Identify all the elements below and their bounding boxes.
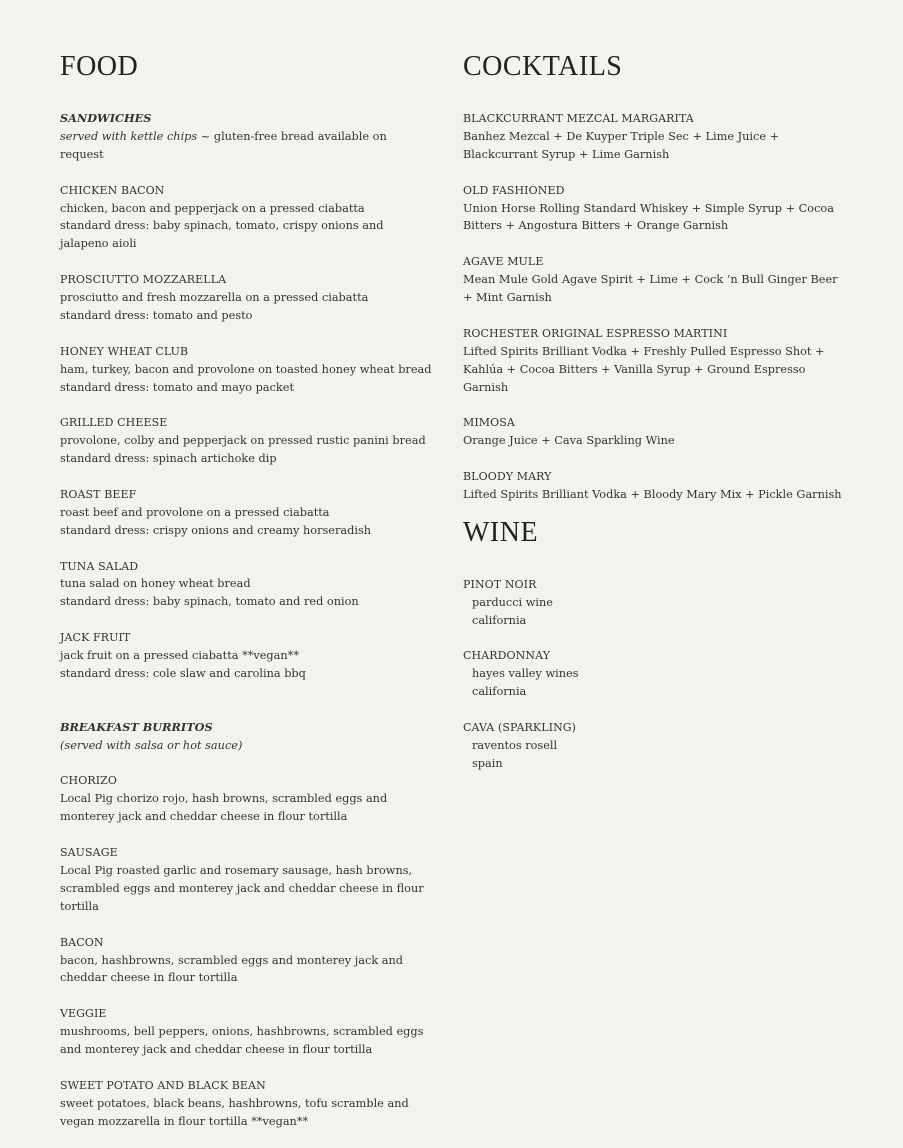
spacer [60,84,432,110]
menu-item-old-fashioned [463,182,843,236]
item-desc: Lifted Spirits Brilliant Vodka + Bloody Mary Mix + Pickle Garnish [463,487,842,501]
item-desc: tuna salad on honey wheat bread [60,577,251,591]
item-name: SWEET POTATO AND BLACK BEAN [60,1078,266,1092]
sandwiches-note-italic: served with kettle chips [60,129,198,143]
item-name: PROSCIUTTO MOZZARELLA [60,273,227,287]
item-name: JACK FRUIT [60,631,131,645]
item-desc: Local Pig roasted garlic and rosemary sausage, hash browns, scrambled eggs and monterey jack and cheddar cheese in flour tortilla [60,864,424,913]
food-column [60,50,432,1148]
menu-item-jack-fruit [60,629,432,683]
menu-item-chicken-bacon [60,182,432,254]
item-name: MIMOSA [463,416,515,430]
item-dress: standard dress: spinach artichoke dip [60,452,277,466]
item-name: VEGGIE [60,1007,107,1021]
item-desc: ham, turkey, bacon and provolone on toasted honey wheat bread [60,362,432,376]
item-dress: standard dress: tomato and mayo packet [60,380,294,394]
item-name: BACON [60,935,104,949]
item-desc: Banhez Mezcal + De Kuyper Triple Sec + Lime Juice + Blackcurrant Syrup + Lime Garnish [463,129,780,161]
item-desc: provolone, colby and pepperjack on pressed rustic panini bread [60,434,426,448]
menu-item-espresso-martini [463,325,843,397]
item-desc: chicken, bacon and pepperjack on a pressed ciabatta [60,201,365,215]
menu-item-tuna-salad [60,558,432,612]
spacer [463,550,843,576]
item-desc: jack fruit on a pressed ciabatta **vegan** [60,649,299,663]
item-dress: standard dress: baby spinach, tomato and red onion [60,595,359,609]
item-name: TUNA SALAD [60,559,139,573]
item-desc: Union Horse Rolling Standard Whiskey + Simple Syrup + Cocoa Bitters + Angostura Bitters + Orange Garnish [463,201,834,233]
menu-item-chorizo [60,772,432,826]
drinks-column [463,50,843,791]
item-name: OLD FASHIONED [463,183,565,197]
item-desc: Local Pig chorizo rojo, hash browns, scrambled eggs and monterey jack and cheddar cheese in flour tortilla [60,792,388,824]
item-name: ROAST BEEF [60,487,137,501]
menu-item-chardonnay [463,647,843,701]
item-name: CHORIZO [60,774,118,788]
item-producer: hayes valley wines [472,667,579,681]
item-producer: parducci wine [472,595,553,609]
menu-item-blackcurrant-mezcal-margarita [463,110,843,164]
item-desc: Lifted Spirits Brilliant Vodka + Freshly Pulled Espresso Shot + Kahlúa + Cocoa Bitters + Vanilla Syrup + Ground Espresso Garnish [463,344,825,394]
menu-item-cava [463,719,843,773]
item-name: HONEY WHEAT CLUB [60,344,189,358]
item-dress: standard dress: cole slaw and carolina bbq [60,666,306,680]
burritos-note: (served with salsa or hot sauce) [60,738,243,752]
menu-item-agave-mule [463,253,843,307]
item-name: CAVA (SPARKLING) [463,721,577,735]
spacer [60,701,432,719]
menu-item-sausage [60,844,432,916]
menu-item-grilled-cheese [60,414,432,468]
item-region: california [472,685,527,699]
item-desc: bacon, hashbrowns, scrambled eggs and monterey jack and cheddar cheese in flour tortilla [60,953,404,985]
sandwiches-note [60,128,432,164]
sandwiches-note-rest: ~ gluten-free bread available on request [60,129,387,161]
item-desc: roast beef and provolone on a pressed ciabatta [60,505,330,519]
menu-item-honey-wheat-club [60,343,432,397]
item-desc: sweet potatoes, black beans, hashbrowns, tofu scramble and vegan mozzarella in flour tortilla **vegan** [60,1096,409,1128]
item-dress: standard dress: crispy onions and creamy horseradish [60,523,372,537]
item-name: PINOT NOIR [463,577,537,591]
cocktails-title: COCKTAILS [463,51,623,82]
item-desc: Orange Juice + Cava Sparkling Wine [463,434,675,448]
item-desc: prosciutto and fresh mozzarella on a pressed ciabatta [60,291,369,305]
menu-item-sweet-potato-black-bean [60,1077,432,1131]
item-name: GRILLED CHEESE [60,416,168,430]
menu-item-bloody-mary [463,468,843,504]
item-name: BLACKCURRANT MEZCAL MARGARITA [463,112,694,125]
item-name: BLOODY MARY [463,470,552,484]
menu-item-roast-beef [60,486,432,540]
menu-item-prosciutto-mozzarella [60,271,432,325]
burritos-heading: BREAKFAST BURRITOS [60,719,213,734]
item-name: CHARDONNAY [463,649,551,663]
item-dress: standard dress: tomato and pesto [60,308,253,322]
item-region: spain [472,756,503,770]
food-title: FOOD [60,51,139,82]
item-desc: Mean Mule Gold Agave Spirit + Lime + Cock ‘n Bull Ginger Beer + Mint Garnish [463,273,838,305]
sandwiches-heading: SANDWICHES [60,111,152,125]
item-desc: mushrooms, bell peppers, onions, hashbrowns, scrambled eggs and monterey jack and cheddar cheese in flour tortilla [60,1025,424,1057]
sandwiches-header [60,110,432,164]
wine-title: WINE [463,516,539,548]
spacer [463,84,843,110]
burritos-header [60,719,432,755]
item-dress: standard dress: baby spinach, tomato, crispy onions and jalapeno aioli [60,219,384,251]
item-name: ROCHESTER ORIGINAL ESPRESSO MARTINI [463,326,728,340]
item-name: AGAVE MULE [463,255,544,269]
item-region: california [472,613,527,627]
menu-item-veggie [60,1005,432,1059]
menu-item-bacon [60,934,432,988]
item-producer: raventos rosell [472,738,558,752]
item-name: CHICKEN BACON [60,183,165,197]
item-name: SAUSAGE [60,846,118,860]
menu-item-mimosa [463,414,843,450]
menu-item-pinot-noir [463,576,843,630]
